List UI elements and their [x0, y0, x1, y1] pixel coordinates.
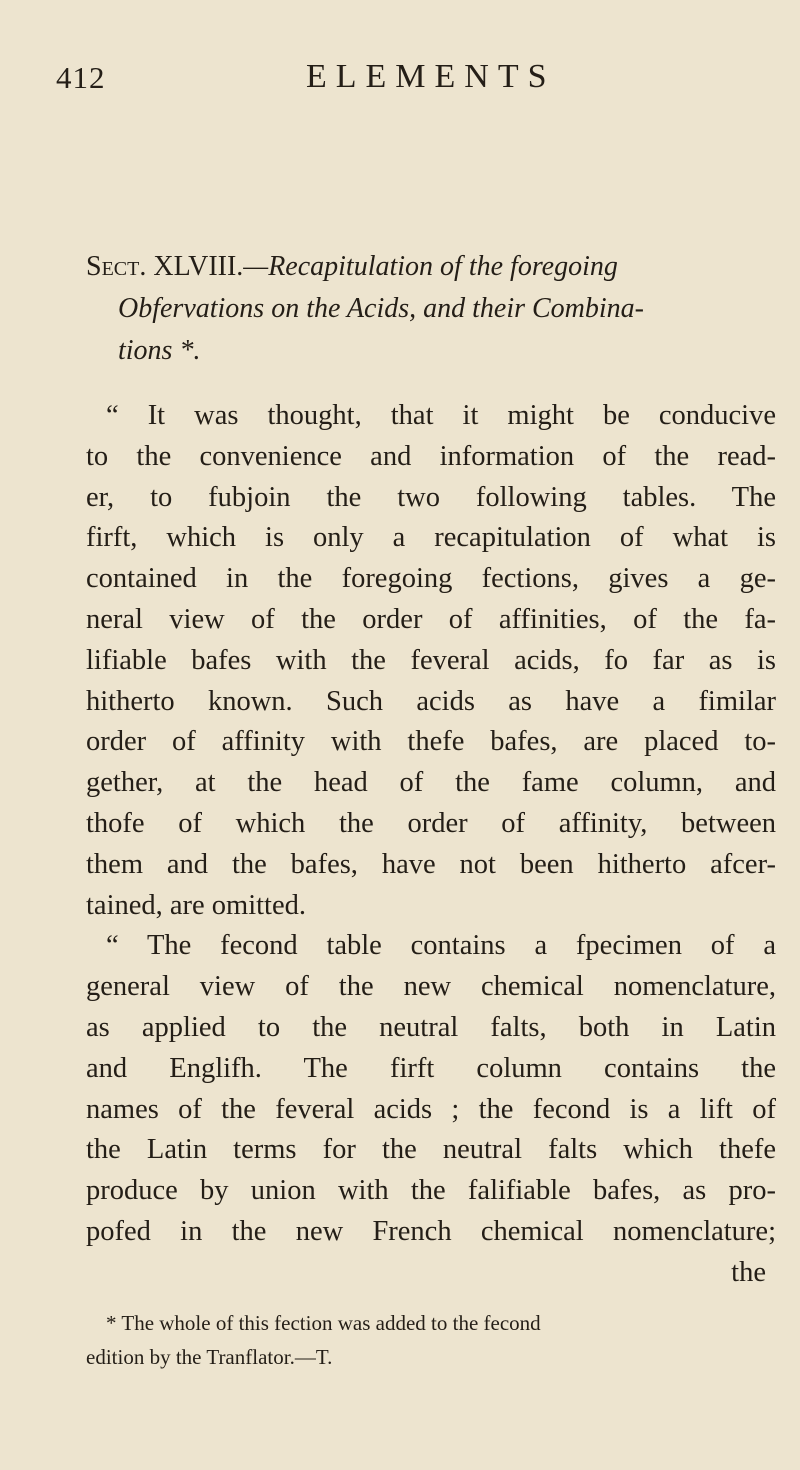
body-line: hitherto known. Such acids as have a fimilar: [86, 685, 776, 717]
section-title-line-3: tions *.: [118, 335, 201, 366]
body-line: neral view of the order of affinities, of the fa-: [86, 603, 776, 635]
body-line: er, to fubjoin the two following tables. The: [86, 481, 776, 513]
footnote-line-1: * The whole of this fection was added to the fecond: [106, 1311, 541, 1335]
body-line: names of the feveral acids ; the fecond is a lift of: [86, 1093, 776, 1125]
catchword: the: [731, 1256, 766, 1288]
body-line: order of affinity with thefe bafes, are placed to-: [86, 726, 776, 758]
footnote: [86, 1306, 766, 1374]
running-head: ELEMENTS: [306, 58, 556, 95]
body-line: firft, which is only a recapitulation of what is: [86, 522, 776, 554]
body-line: tained, are omitted.: [86, 889, 306, 921]
section-heading: [86, 246, 766, 372]
body-line: them and the bafes, have not been hitherto afcer-: [86, 848, 776, 880]
body-line: thofe of which the order of affinity, between: [86, 807, 776, 839]
section-title-line-1: —Recapitulation of the foregoing: [243, 251, 618, 282]
section-label: Sect. XLVIII.: [86, 251, 244, 282]
body-line: produce by union with the falifiable bafes, as pro-: [86, 1175, 776, 1207]
body-line: as applied to the neutral falts, both in Latin: [86, 1011, 776, 1043]
body-line: gether, at the head of the fame column, and: [86, 767, 776, 799]
body-line: to the convenience and information of the read-: [86, 440, 776, 472]
body-line: “ It was thought, that it might be conducive: [106, 400, 776, 431]
body-line: pofed in the new French chemical nomenclature;: [86, 1215, 776, 1247]
page-number: 412: [56, 60, 106, 95]
body-text: [86, 396, 776, 1294]
body-line: “ The fecond table contains a fpecimen of a: [106, 930, 776, 962]
section-title-line-2: Obfervations on the Acids, and their Combina-: [118, 293, 644, 324]
body-line: general view of the new chemical nomenclature,: [86, 971, 776, 1003]
body-line: and Englifh. The firft column contains the: [86, 1052, 776, 1084]
body-line: contained in the foregoing fections, gives a ge-: [86, 563, 776, 595]
body-line: lifiable bafes with the feveral acids, fo far as is: [86, 644, 776, 676]
body-line: the Latin terms for the neutral falts which thefe: [86, 1134, 776, 1166]
footnote-line-2: edition by the Tranflator.—T.: [86, 1345, 333, 1369]
